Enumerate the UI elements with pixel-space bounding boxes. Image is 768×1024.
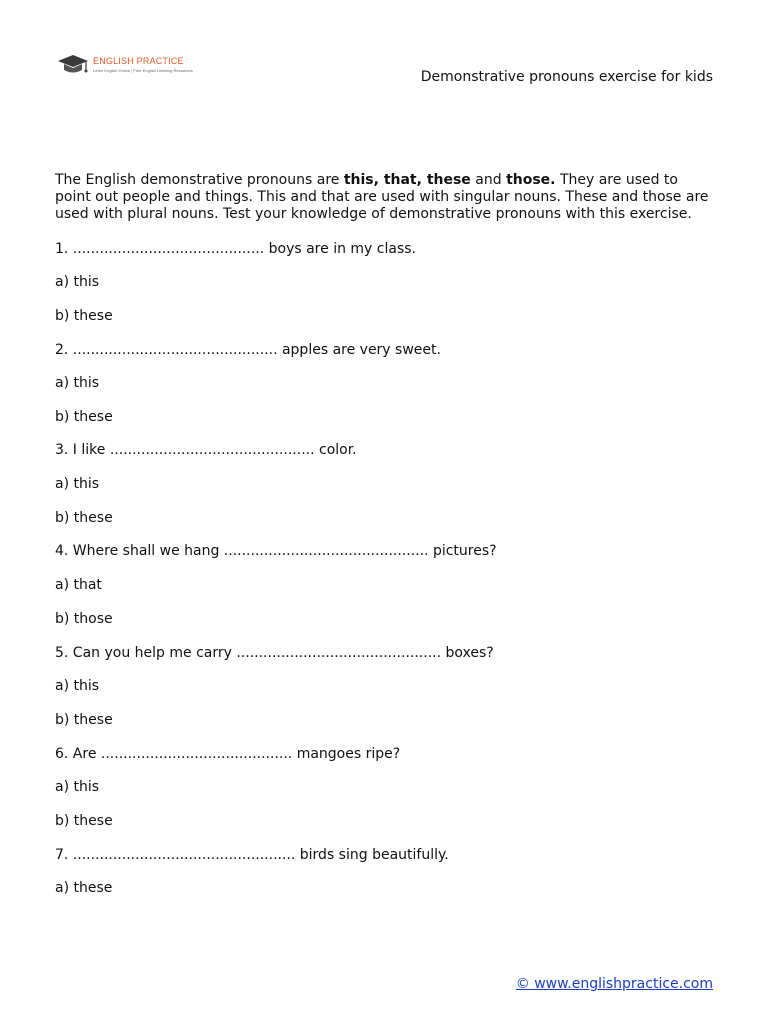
intro-paragraph bbox=[55, 172, 715, 223]
question-2: 2. .............................................. apples are very sweet. bbox=[55, 342, 441, 358]
question-7: 7. .................................................. birds sing beautifully. bbox=[55, 847, 449, 863]
graduation-cap-icon bbox=[56, 52, 90, 78]
question-4-option-a: a) that bbox=[55, 577, 102, 593]
question-3-option-a: a) this bbox=[55, 476, 100, 492]
question-4-option-b: b) those bbox=[55, 611, 113, 627]
question-1-option-b: b) these bbox=[55, 308, 113, 324]
question-3-option-b: b) these bbox=[55, 510, 113, 526]
logo-title: ENGLISH PRACTICE bbox=[93, 56, 184, 66]
question-2-option-b: b) these bbox=[55, 409, 113, 425]
footer-website-link[interactable]: © www.englishpractice.com bbox=[515, 976, 713, 992]
logo-tagline: Learn English Online | Free English Learning Resources bbox=[93, 68, 193, 73]
intro-bold-1: this, that, these bbox=[343, 172, 471, 188]
question-6: 6. Are ........................................... mangoes ripe? bbox=[55, 746, 401, 762]
intro-text-1: The English demonstrative pronouns are bbox=[55, 172, 344, 188]
question-1: 1. ........................................... boys are in my class. bbox=[55, 241, 416, 257]
page-title: Demonstrative pronouns exercise for kids bbox=[420, 69, 713, 85]
question-6-option-a: a) this bbox=[55, 779, 100, 795]
intro-bold-2: those. bbox=[506, 172, 556, 188]
intro-text-3: They are used to point out people and things. This and that are used with singular nouns. These and those are used with plural nouns. Test your knowledge of demonstrative pronouns with this exercise. bbox=[55, 172, 709, 222]
question-7-option-a: a) these bbox=[55, 880, 113, 896]
question-1-option-a: a) this bbox=[55, 274, 100, 290]
question-2-option-a: a) this bbox=[55, 375, 100, 391]
question-5-option-a: a) this bbox=[55, 678, 100, 694]
question-3: 3. I like .............................................. color. bbox=[55, 442, 357, 458]
question-6-option-b: b) these bbox=[55, 813, 113, 829]
question-5: 5. Can you help me carry .............................................. boxes? bbox=[55, 645, 494, 661]
site-logo bbox=[56, 52, 196, 82]
question-4: 4. Where shall we hang .............................................. pictures? bbox=[55, 543, 497, 559]
intro-text-2: and bbox=[470, 172, 507, 188]
question-5-option-b: b) these bbox=[55, 712, 113, 728]
